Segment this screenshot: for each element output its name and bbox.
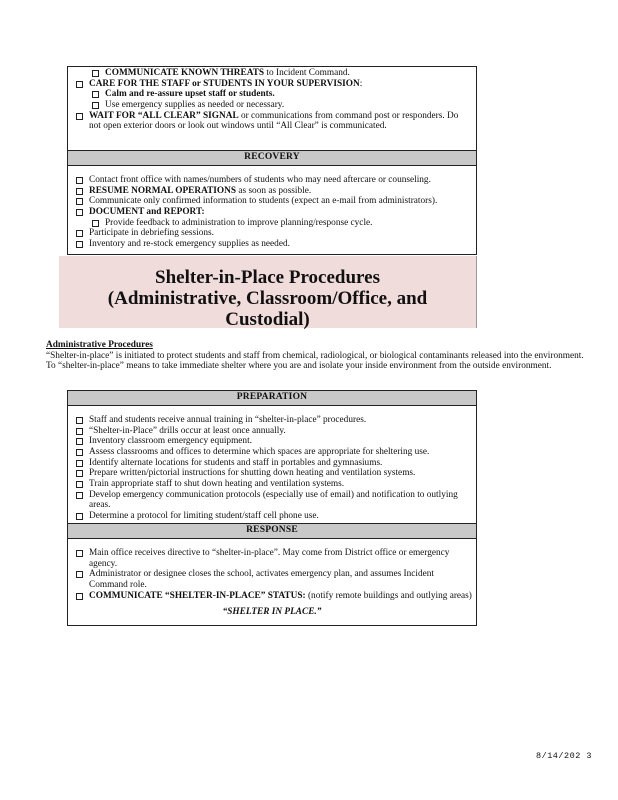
checklist-item-text (89, 239, 472, 250)
checkbox-icon (76, 230, 83, 237)
checklist-item (75, 436, 472, 447)
checklist-item-text (89, 79, 472, 90)
page-footer-date: 8/14/202 3 (536, 751, 593, 761)
top-procedure-box (67, 66, 477, 160)
checklist-item (75, 218, 472, 229)
checklist-item-text (89, 468, 472, 479)
text-segment: as soon as possible. (236, 185, 312, 196)
checklist-item-text (89, 591, 472, 602)
checklist-item (75, 100, 472, 111)
preparation-heading: PREPARATION (68, 391, 476, 406)
checklist-item-text (89, 175, 472, 186)
checkbox-icon (76, 481, 83, 488)
text-segment: Main office receives directive to “shelter-in-place”. May come from District office or emergency agency. (89, 547, 450, 569)
checklist-item-text (105, 218, 472, 229)
text-segment: or communications from command post or responders. Do not open exterior doors or look out windows until “All Clear” is communicated. (89, 110, 459, 132)
text-segment: Calm and re-assure upset staff or students. (105, 89, 275, 100)
admin-body: “Shelter-in-place” is initiated to protect students and staff from chemical, radiological, or biological contaminants released into the environment. To “shelter-in-place” means to take immediate shelter where you are and isolate your inside environment from the outside environment. (46, 350, 584, 372)
text-segment: to Incident Command. (264, 68, 350, 78)
preparation-item-list (68, 406, 476, 524)
checklist-item-text (89, 548, 472, 569)
checklist-item-text (89, 479, 472, 490)
checklist-item-text (89, 426, 472, 437)
recovery-heading: RECOVERY (68, 151, 476, 166)
text-segment: Administrator or designee closes the school, activates emergency plan, and assumes Incident Command role. (89, 569, 435, 590)
checkbox-icon (92, 220, 99, 227)
checklist-item-text (89, 436, 472, 447)
checklist-item-text (89, 228, 472, 239)
checklist-item-text (89, 447, 472, 458)
checkbox-icon (76, 438, 83, 445)
checklist-item-text (105, 100, 472, 111)
checklist-item (75, 458, 472, 469)
text-segment: WAIT FOR “ALL CLEAR” SIGNAL (89, 110, 239, 121)
checkbox-icon (76, 470, 83, 477)
checklist-item (75, 68, 472, 79)
checklist-item-text (89, 186, 472, 197)
checkbox-icon (76, 571, 83, 578)
checkbox-icon (76, 241, 83, 248)
checklist-item (75, 228, 472, 239)
text-segment: Prepare written/pictorial instructions for shutting down heating and ventilation systems. (89, 468, 416, 479)
recovery-item-list (68, 166, 476, 252)
response-closing: “SHELTER IN PLACE.” (222, 607, 322, 618)
text-segment: Inventory classroom emergency equipment. (89, 436, 252, 447)
text-segment: Use emergency supplies as needed or necessary. (105, 100, 285, 111)
checklist-item-text (89, 511, 472, 522)
text-segment: : (359, 78, 363, 89)
checkbox-icon (76, 460, 83, 467)
checklist-item (75, 479, 472, 490)
text-segment: Participate in debriefing sessions. (89, 228, 214, 239)
checklist-item (75, 239, 472, 250)
response-box (67, 523, 477, 626)
checkbox-icon (76, 417, 83, 424)
checkbox-icon (76, 449, 83, 456)
text-segment: CARE FOR THE STAFF or STUDENTS IN YOUR SUPERVISION (89, 78, 360, 89)
checklist-item-text (89, 207, 472, 218)
checkbox-icon (76, 113, 83, 120)
checkbox-icon (76, 177, 83, 184)
checklist-item (75, 415, 472, 426)
checklist-item (75, 196, 472, 207)
checkbox-icon (76, 593, 83, 600)
text-segment: Determine a protocol for limiting student/staff cell phone use. (89, 511, 319, 522)
checkbox-icon (76, 428, 83, 435)
preparation-box (67, 390, 477, 524)
checklist-item (75, 175, 472, 186)
checklist-item (75, 89, 472, 100)
checkbox-icon (92, 70, 99, 77)
text-segment: Communicate only confirmed information to students (expect an e-mail from administrators). (89, 196, 438, 207)
text-segment: COMMUNICATE “SHELTER-IN-PLACE” STATUS: (89, 590, 306, 601)
top-item-list (68, 67, 476, 134)
text-segment: Staff and students receive annual training in “shelter-in-place” procedures. (89, 414, 367, 425)
response-item-list (68, 539, 476, 603)
checklist-item-text (89, 111, 472, 132)
checkbox-icon (76, 209, 83, 216)
checklist-item-text (89, 458, 472, 469)
text-segment: Develop emergency communication protocols (especially use of email) and notification to outlying areas. (89, 489, 458, 511)
checkbox-icon (76, 492, 83, 499)
checklist-item (75, 548, 472, 569)
checklist-item-text (105, 89, 472, 100)
text-segment: Identify alternate locations for students and staff in portables and gymnasiums. (89, 457, 383, 468)
checkbox-icon (76, 550, 83, 557)
administrative-procedures (46, 340, 586, 372)
checklist-item-text (89, 490, 472, 511)
text-segment: (notify remote buildings and outlying areas) (305, 590, 472, 601)
checklist-item (75, 426, 472, 437)
banner-title-line3: Custodial) (225, 309, 310, 330)
checklist-item (75, 511, 472, 522)
text-segment: Inventory and re-stock emergency supplies as needed. (89, 239, 290, 250)
checklist-item (75, 569, 472, 590)
checkbox-icon (76, 188, 83, 195)
checkbox-icon (76, 81, 83, 88)
checkbox-icon (92, 91, 99, 98)
checklist-item (75, 207, 472, 218)
checklist-item-text (89, 196, 472, 207)
checklist-item (75, 111, 472, 132)
checklist-item (75, 186, 472, 197)
checkbox-icon (76, 198, 83, 205)
banner-title-line1: Shelter-in-Place Procedures (155, 267, 380, 288)
checklist-item (75, 490, 472, 511)
banner-title-line2: (Administrative, Classroom/Office, and (107, 288, 428, 309)
checklist-item-text (105, 68, 472, 79)
checklist-item (75, 79, 472, 90)
text-segment: DOCUMENT and REPORT: (89, 206, 205, 217)
text-segment: RESUME NORMAL OPERATIONS (89, 185, 237, 196)
section-title-banner (59, 256, 477, 328)
text-segment: Provide feedback to administration to improve planning/response cycle. (105, 217, 373, 228)
response-heading: RESPONSE (68, 524, 476, 539)
text-segment: Assess classrooms and offices to determine which spaces are appropriate for sheltering use. (89, 446, 430, 457)
checklist-item (75, 468, 472, 479)
checklist-item-text (89, 415, 472, 426)
text-segment: COMMUNICATE KNOWN THREATS (105, 68, 265, 78)
checkbox-icon (92, 102, 99, 109)
text-segment: Train appropriate staff to shut down heating and ventilation systems. (89, 479, 345, 490)
recovery-box (67, 150, 477, 255)
text-segment: Contact front office with names/numbers of students who may need aftercare or counseling. (89, 174, 431, 185)
checklist-item (75, 591, 472, 602)
checklist-item (75, 447, 472, 458)
checklist-item-text (89, 569, 472, 590)
text-segment: “Shelter-in-Place” drills occur at least once annually. (89, 425, 286, 436)
checkbox-icon (76, 513, 83, 520)
admin-heading: Administrative Procedures (46, 340, 153, 350)
